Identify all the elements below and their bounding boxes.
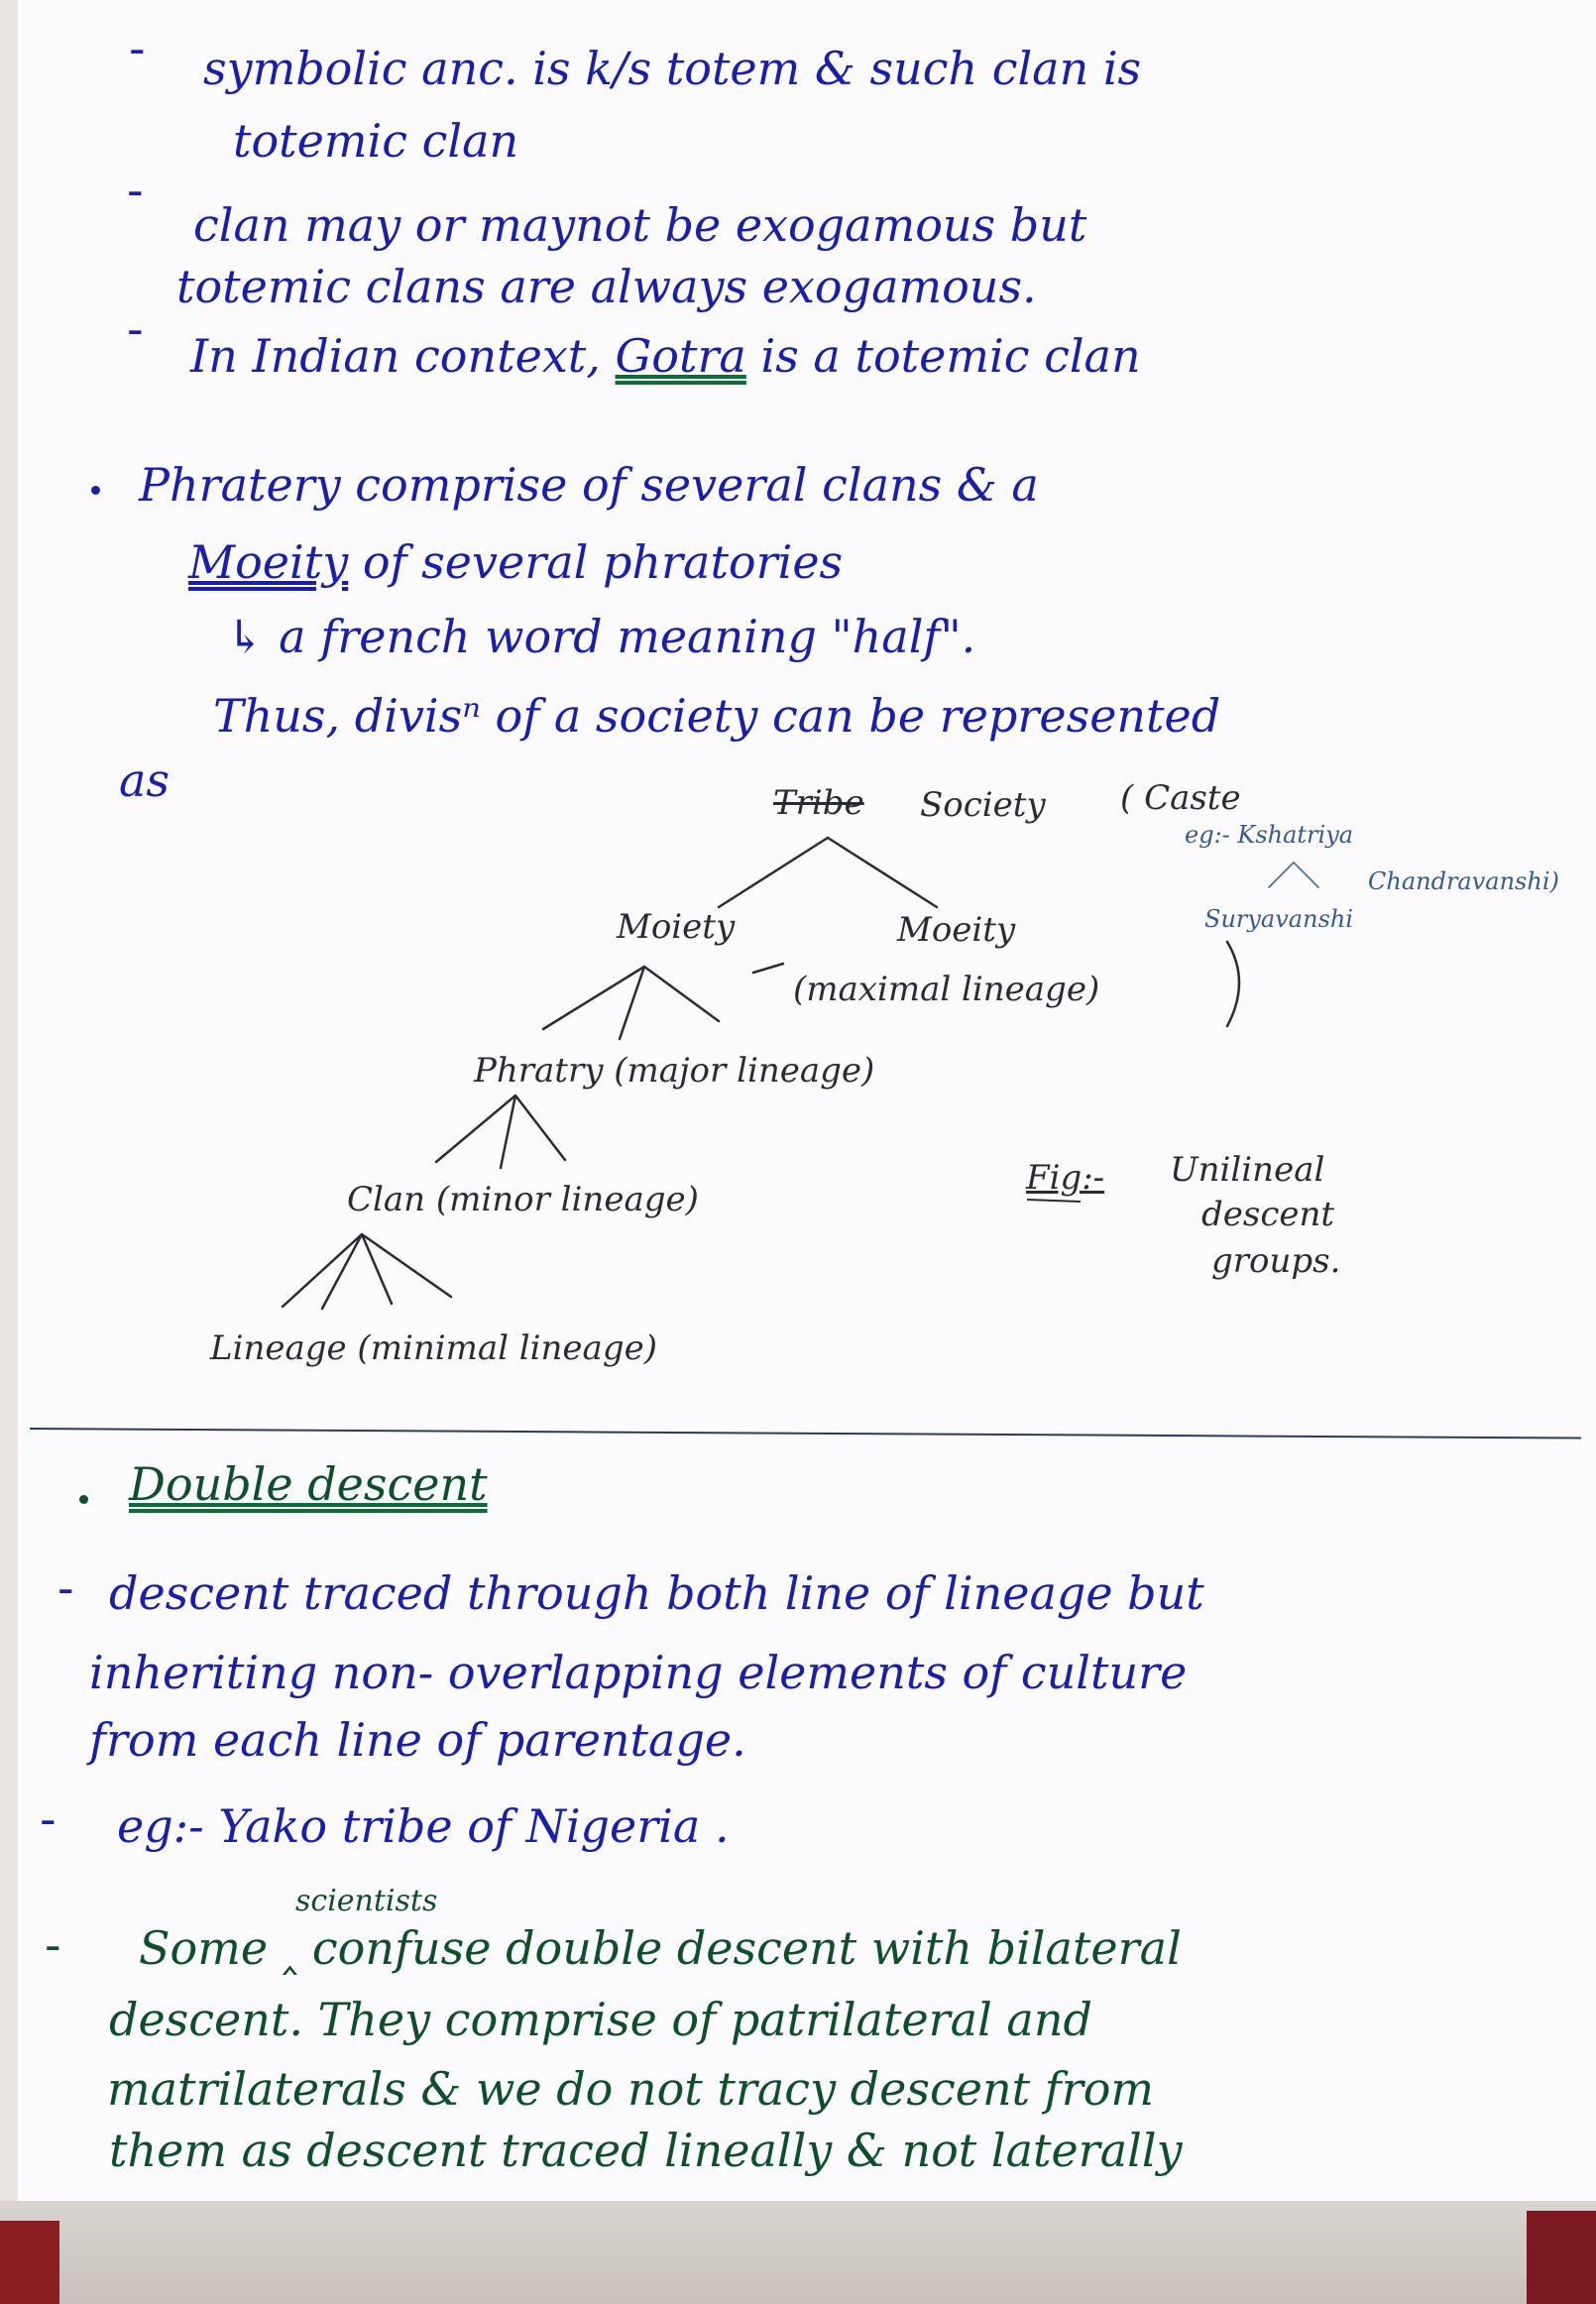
- dash-marker: -: [40, 1792, 57, 1846]
- diagram-node-phratry: Phratry (major lineage): [474, 1051, 875, 1091]
- diagram-node-moiety: Moeity: [897, 910, 1016, 950]
- diagram-node-society: Society: [920, 785, 1046, 825]
- note-line: symbolic anc. is k/s totem & such clan is: [203, 42, 1142, 95]
- note-line: descent traced through both line of lineage but: [109, 1566, 1204, 1620]
- note-line: as: [119, 753, 171, 807]
- dash-marker: -: [57, 1561, 74, 1615]
- note-line: inheriting non- overlapping elements of culture: [89, 1646, 1188, 1699]
- caste-label: ( Caste: [1120, 778, 1241, 818]
- note-line: Some ‸ confuse double descent with bilateral: [139, 1921, 1182, 1975]
- struck-word: Tribe: [773, 783, 864, 823]
- dash-marker: -: [127, 164, 144, 217]
- fig-caption: groups.: [1211, 1241, 1341, 1281]
- dash-marker: -: [129, 22, 146, 75]
- note-line: ↳ a french word meaning "half".: [226, 610, 976, 663]
- note-line: them as descent traced lineally & not laterally: [109, 2124, 1183, 2177]
- bullet-dot: [79, 1495, 88, 1504]
- dash-marker: -: [127, 302, 144, 356]
- caste-branch: Suryavanshi: [1204, 905, 1354, 933]
- note-text: of several phratories: [362, 535, 844, 589]
- note-line: totemic clans are always exogamous.: [176, 260, 1037, 313]
- note-line: matrilaterals & we do not tracy descent from: [107, 2062, 1155, 2116]
- insert-word: scientists: [295, 1884, 438, 1918]
- diagram-node-lineage: Lineage (minimal lineage): [210, 1328, 657, 1368]
- gotra-word: Gotra: [615, 329, 746, 383]
- caste-example: eg:- Kshatriya: [1185, 821, 1354, 849]
- note-line: eg:- Yako tribe of Nigeria .: [117, 1799, 730, 1853]
- note-line: Thus, divisⁿ of a society can be represented: [213, 689, 1221, 743]
- fig-caption: descent: [1201, 1195, 1335, 1234]
- moiety-word: Moeity: [188, 535, 349, 589]
- section-title: Double descent: [129, 1457, 488, 1511]
- note-line: descent. They comprise of patrilateral and: [109, 1993, 1092, 2046]
- diagram-label-maximal: (maximal lineage): [793, 970, 1100, 1009]
- diagram-node-clan: Clan (minor lineage): [347, 1180, 699, 1219]
- caste-branch: Chandravanshi): [1368, 867, 1559, 895]
- dash-marker: -: [45, 1918, 61, 1972]
- note-line: from each line of parentage.: [89, 1713, 746, 1767]
- note-text: In Indian context,: [190, 329, 601, 383]
- fig-caption: Unilineal: [1170, 1150, 1325, 1190]
- note-line: totemic clan: [233, 114, 519, 168]
- diagram-node-moiety: Moiety: [617, 907, 736, 947]
- note-line: clan may or maynot be exogamous but: [193, 198, 1087, 252]
- fig-label: Fig:-: [1026, 1158, 1105, 1198]
- note-text: is a totemic clan: [760, 329, 1141, 383]
- note-line: Phratery comprise of several clans & a: [139, 458, 1039, 512]
